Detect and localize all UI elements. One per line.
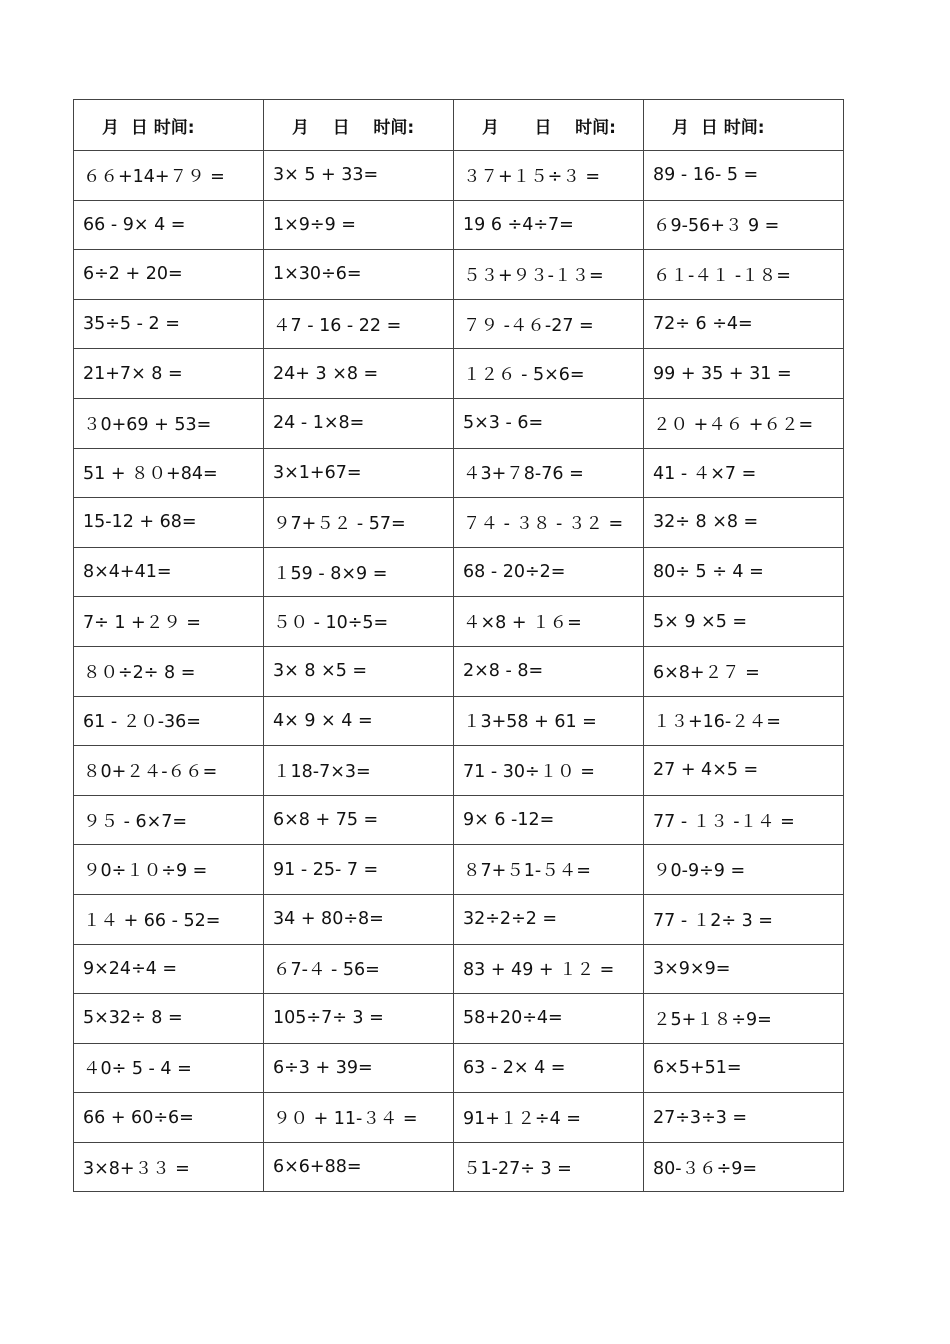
problem-row [74,250,844,300]
problem-row [74,448,844,498]
arithmetic-problem: 91 - 25- 7 = [264,845,454,895]
problem-row [74,894,844,944]
arithmetic-problem: 51 + ８０+84= [74,448,264,498]
arithmetic-problem: ９0÷１０÷9 = [74,845,264,895]
arithmetic-problem: 6÷3 + 39= [264,1043,454,1093]
arithmetic-problem: ８7+５1-５４= [454,845,644,895]
arithmetic-problem: ５1-27÷ 3 = [454,1142,644,1192]
problem-row [74,1093,844,1143]
arithmetic-problem: ３７+１５÷３ = [454,151,644,201]
arithmetic-problem: 3×8+３３ = [74,1142,264,1192]
arithmetic-problem: 1×30÷6= [264,250,454,300]
arithmetic-problem: １４ + 66 - 52= [74,894,264,944]
problem-row [74,944,844,994]
problem-row [74,597,844,647]
arithmetic-problem: 61 - ２０-36= [74,696,264,746]
arithmetic-problem: 41 - ４×7 = [644,448,844,498]
problem-row [74,746,844,796]
arithmetic-problem: 6×5+51= [644,1043,844,1093]
arithmetic-problem: ９7+５２ - 57= [264,498,454,548]
problem-row [74,498,844,548]
arithmetic-problem: 83 + 49 + １２ = [454,944,644,994]
arithmetic-problem: ６６+14+７９ = [74,151,264,201]
arithmetic-problem: 8×4+41= [74,547,264,597]
problem-row [74,151,844,201]
arithmetic-problem: 1×9÷9 = [264,200,454,250]
arithmetic-problem: ７４ - ３８ - ３２ = [454,498,644,548]
arithmetic-problem: 27÷3÷3 = [644,1093,844,1143]
arithmetic-problem: 24 - 1×8= [264,398,454,448]
arithmetic-problem: ５３+９３-１３= [454,250,644,300]
arithmetic-problem: 5× 9 ×5 = [644,597,844,647]
problem-row [74,547,844,597]
arithmetic-problem: 32÷2÷2 = [454,894,644,944]
arithmetic-problem: 77 - １３ -１４ = [644,795,844,845]
arithmetic-problem: 3× 8 ×5 = [264,646,454,696]
arithmetic-problem: 80÷ 5 ÷ 4 = [644,547,844,597]
arithmetic-problem: 5×32÷ 8 = [74,994,264,1044]
arithmetic-problem: １３+16-２４= [644,696,844,746]
arithmetic-problem: 35÷5 - 2 = [74,299,264,349]
arithmetic-problem: 63 - 2× 4 = [454,1043,644,1093]
arithmetic-problem: 32÷ 8 ×8 = [644,498,844,548]
arithmetic-problem: 9× 6 -12= [454,795,644,845]
arithmetic-problem: 99 + 35 + 31 = [644,349,844,399]
problem-row [74,398,844,448]
problem-row [74,795,844,845]
problem-row [74,696,844,746]
arithmetic-problem: ７９ -４６-27 = [454,299,644,349]
arithmetic-problem: 105÷7÷ 3 = [264,994,454,1044]
arithmetic-problem: 66 - 9× 4 = [74,200,264,250]
arithmetic-problem: ４3+７8-76 = [454,448,644,498]
arithmetic-problem: 58+20÷4= [454,994,644,1044]
arithmetic-problem: 6÷2 + 20= [74,250,264,300]
problem-row [74,349,844,399]
arithmetic-problem: 34 + 80÷8= [264,894,454,944]
arithmetic-problem: ９0-9÷9 = [644,845,844,895]
date-time-header: 月 日 时间: [74,100,264,151]
arithmetic-problem: １59 - 8×9 = [264,547,454,597]
arithmetic-problem: 3×1+67= [264,448,454,498]
arithmetic-problem: ９５ - 6×7= [74,795,264,845]
arithmetic-problem: 6×8+２７ = [644,646,844,696]
arithmetic-problem: 24+ 3 ×8 = [264,349,454,399]
arithmetic-problem: 7÷ 1 +２９ = [74,597,264,647]
arithmetic-problem: 27 + 4×5 = [644,746,844,796]
arithmetic-problem: １18-7×3= [264,746,454,796]
problem-row [74,845,844,895]
arithmetic-problem: ４7 - 16 - 22 = [264,299,454,349]
arithmetic-problem: ４0÷ 5 - 4 = [74,1043,264,1093]
arithmetic-problem: 3× 5 + 33= [264,151,454,201]
arithmetic-problem: 89 - 16- 5 = [644,151,844,201]
arithmetic-problem: ８0+２４-６６= [74,746,264,796]
arithmetic-problem: ２０ +４６ +６２= [644,398,844,448]
arithmetic-problem: 21+7× 8 = [74,349,264,399]
arithmetic-problem: ６9-56+３ 9 = [644,200,844,250]
arithmetic-problem: 6×6+88= [264,1142,454,1192]
problem-row [74,646,844,696]
arithmetic-problem: 80-３６÷9= [644,1142,844,1192]
arithmetic-problem: 66 + 60÷6= [74,1093,264,1143]
arithmetic-problem: ９０ + 11-３４ = [264,1093,454,1143]
arithmetic-problem: ６7-４ - 56= [264,944,454,994]
arithmetic-problem: 91+１２÷4 = [454,1093,644,1143]
problem-row [74,1142,844,1192]
date-time-header: 月 日 时间: [264,100,454,151]
arithmetic-problem: 15-12 + 68= [74,498,264,548]
problem-row [74,299,844,349]
arithmetic-problem: 9×24÷4 = [74,944,264,994]
arithmetic-problem: 4× 9 × 4 = [264,696,454,746]
problem-row [74,994,844,1044]
arithmetic-problem: 19 6 ÷4÷7= [454,200,644,250]
date-time-header: 月 日 时间: [644,100,844,151]
arithmetic-problem: ６１-４１ -１８= [644,250,844,300]
problem-row [74,1043,844,1093]
arithmetic-problem: ４×8 + １６= [454,597,644,647]
arithmetic-problem: 71 - 30÷１０ = [454,746,644,796]
date-time-header: 月 日 时间: [454,100,644,151]
arithmetic-problem: 72÷ 6 ÷4= [644,299,844,349]
arithmetic-problem: 68 - 20÷2= [454,547,644,597]
arithmetic-problem: ３0+69 + 53= [74,398,264,448]
header-row [74,100,844,151]
arithmetic-problem: ８０÷2÷ 8 = [74,646,264,696]
problem-row [74,200,844,250]
arithmetic-problem: ５０ - 10÷5= [264,597,454,647]
arithmetic-problem: 3×9×9= [644,944,844,994]
worksheet-body [74,100,844,1192]
arithmetic-problem: 5×3 - 6= [454,398,644,448]
arithmetic-problem: 77 - １2÷ 3 = [644,894,844,944]
arithmetic-problem: １２６ - 5×6= [454,349,644,399]
arithmetic-problem: ２5+１８÷9= [644,994,844,1044]
arithmetic-problem: １3+58 + 61 = [454,696,644,746]
arithmetic-problem: 2×8 - 8= [454,646,644,696]
arithmetic-problem: 6×8 + 75 = [264,795,454,845]
arithmetic-worksheet-table [73,99,844,1192]
